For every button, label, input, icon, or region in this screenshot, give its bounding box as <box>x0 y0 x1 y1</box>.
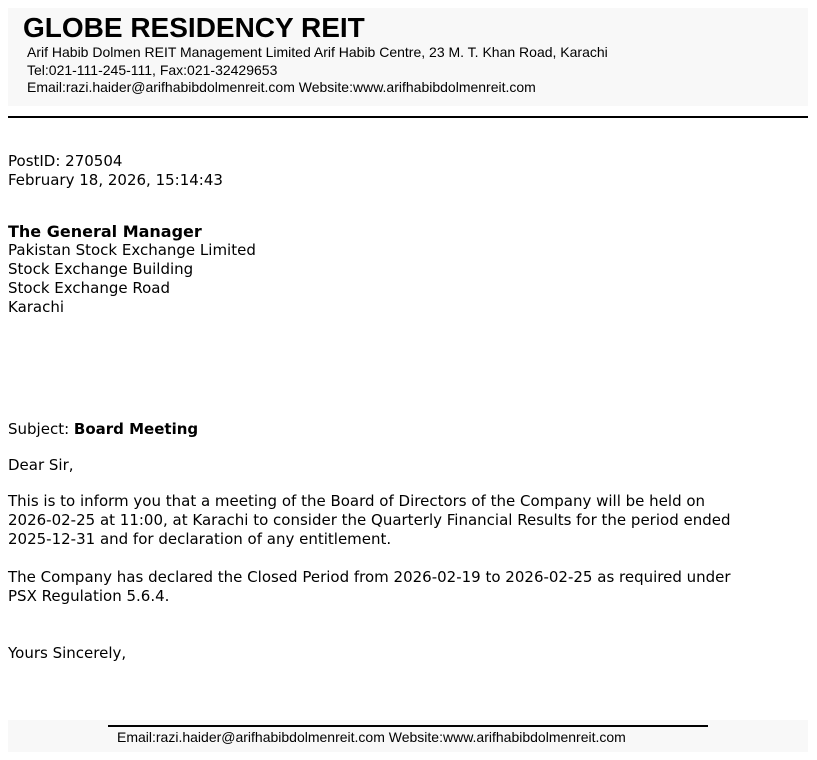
body-paragraph-1 <box>8 492 731 549</box>
recipient-line: Pakistan Stock Exchange Limited <box>8 241 256 259</box>
paragraph-line: 2026-02-25 at 11:00, at Karachi to consider the Quarterly Financial Results for the period ended <box>8 511 731 529</box>
recipient-address <box>8 222 256 317</box>
salutation: Dear Sir, <box>8 456 74 474</box>
recipient-line: Stock Exchange Road <box>8 279 170 297</box>
paragraph-line: 2025-12-31 and for declaration of any entitlement. <box>8 530 392 548</box>
letterhead <box>8 8 808 106</box>
post-datetime: February 18, 2026, 15:14:43 <box>8 171 223 189</box>
footer-divider <box>108 725 708 727</box>
company-phone-fax: Tel:021-111-245-111, Fax:021-32429653 <box>27 62 278 78</box>
company-email-website: Email:razi.haider@arifhabibdolmenreit.com Website:www.arifhabibdolmenreit.com <box>27 79 536 95</box>
body-paragraph-2 <box>8 568 731 606</box>
recipient-line: Karachi <box>8 298 65 316</box>
post-id: PostID: 270504 <box>8 152 123 170</box>
subject-label: Subject: <box>8 420 74 438</box>
header-divider <box>8 116 808 118</box>
paragraph-line: The Company has declared the Closed Period from 2026-02-19 to 2026-02-25 as required under <box>8 568 731 586</box>
closing: Yours Sincerely, <box>8 644 127 662</box>
footer-email-website: Email:razi.haider@arifhabibdolmenreit.com Website:www.arifhabibdolmenreit.com <box>117 729 626 745</box>
paragraph-line: This is to inform you that a meeting of the Board of Directors of the Company will be held on <box>8 492 706 510</box>
company-name: GLOBE RESIDENCY REIT <box>23 12 365 43</box>
subject-value: Board Meeting <box>73 420 199 438</box>
recipient-title: The General Manager <box>8 222 202 241</box>
recipient-line: Stock Exchange Building <box>8 260 194 278</box>
footer <box>8 720 808 752</box>
subject-line <box>8 420 198 439</box>
paragraph-line: PSX Regulation 5.6.4. <box>8 587 170 605</box>
company-address: Arif Habib Dolmen REIT Management Limited Arif Habib Centre, 23 M. T. Khan Road, Karachi <box>27 44 608 60</box>
